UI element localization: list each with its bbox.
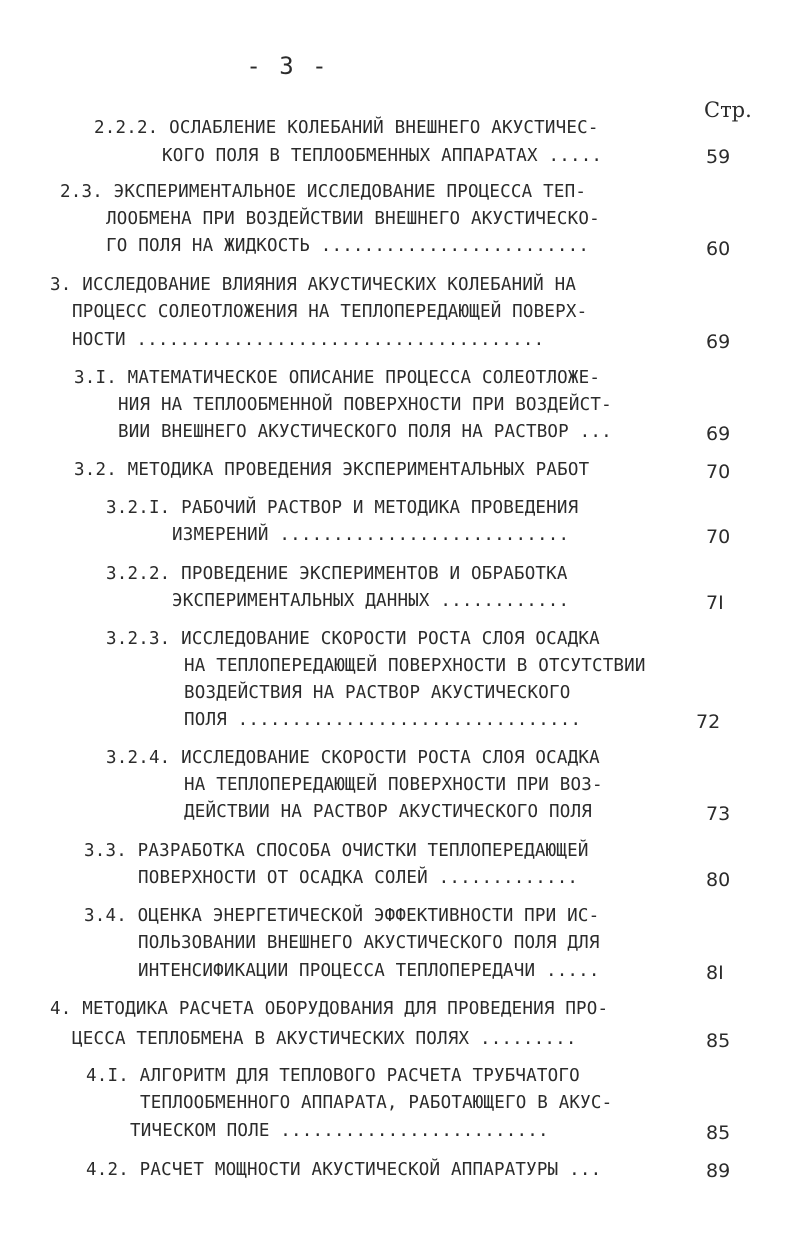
toc-line: 2.3. ЭКСПЕРИМЕНТАЛЬНОЕ ИССЛЕДОВАНИЕ ПРОЦЕССА ТЕП- [60,182,587,202]
toc-page: 8I [706,962,724,984]
toc-line: 3.4. ОЦЕНКА ЭНЕРГЕТИЧЕСКОЙ ЭФФЕКТИВНОСТИ ПРИ ИС- [84,906,600,926]
toc-page: 80 [706,869,731,891]
toc-page: 69 [706,423,731,445]
toc-line: ГО ПОЛЯ НА ЖИДКОСТЬ ......................... [106,236,590,256]
toc-page: 72 [696,711,721,733]
toc-page: 70 [706,526,731,548]
toc-line: ПОЛЬЗОВАНИИ ВНЕШНЕГО АКУСТИЧЕСКОГО ПОЛЯ ДЛЯ [138,933,600,953]
toc-page: 59 [706,146,731,168]
toc-line: ЭКСПЕРИМЕНТАЛЬНЫХ ДАННЫХ ............ [172,591,570,611]
toc-line: 4.I. АЛГОРИТМ ДЛЯ ТЕПЛОВОГО РАСЧЕТА ТРУБЧАТОГО [86,1066,580,1086]
toc-line: ВОЗДЕЙСТВИЯ НА РАСТВОР АКУСТИЧЕСКОГО [184,683,571,703]
toc-page: 85 [706,1030,731,1052]
toc-line: 3.2.I. РАБОЧИЙ РАСТВОР И МЕТОДИКА ПРОВЕДЕНИЯ [106,498,579,518]
toc-page: 85 [706,1122,731,1144]
toc-line: 3.2. МЕТОДИКА ПРОВЕДЕНИЯ ЭКСПЕРИМЕНТАЛЬНЫХ РАБОТ [74,460,590,480]
toc-page: 60 [706,238,731,260]
toc-line: 2.2.2. ОСЛАБЛЕНИЕ КОЛЕБАНИЙ ВНЕШНЕГО АКУСТИЧЕС- [94,118,599,138]
toc-line: 3.2.2. ПРОВЕДЕНИЕ ЭКСПЕРИМЕНТОВ И ОБРАБОТКА [106,564,568,584]
toc-line: ИЗМЕРЕНИЙ ........................... [172,525,570,545]
toc-line: ЛООБМЕНА ПРИ ВОЗДЕЙСТВИИ ВНЕШНЕГО АКУСТИЧЕСКО- [106,209,600,229]
toc-page: 69 [706,331,731,353]
toc-line: ТЕПЛООБМЕННОГО АППАРАТА, РАБОТАЮЩЕГО В АКУС- [140,1093,613,1113]
toc-line: НОСТИ ...................................... [72,330,545,350]
toc-line: ИНТЕНСИФИКАЦИИ ПРОЦЕССА ТЕПЛОПЕРЕДАЧИ ..... [138,961,600,981]
toc-line: НА ТЕПЛОПЕРЕДАЮЩЕЙ ПОВЕРХНОСТИ В ОТСУТСТВИИ [184,656,646,676]
toc-line: ВИИ ВНЕШНЕГО АКУСТИЧЕСКОГО ПОЛЯ НА РАСТВОР ... [118,422,612,442]
toc-line: 3.3. РАЗРАБОТКА СПОСОБА ОЧИСТКИ ТЕПЛОПЕРЕДАЮЩЕЙ [84,841,589,861]
toc-line: ПОВЕРХНОСТИ ОТ ОСАДКА СОЛЕЙ ............. [138,868,579,888]
toc-line: КОГО ПОЛЯ В ТЕПЛООБМЕННЫХ АППАРАТАХ ..... [162,146,603,166]
toc-page: 73 [706,803,731,825]
toc-page: 7I [706,592,724,614]
toc-line: 3.2.4. ИССЛЕДОВАНИЕ СКОРОСТИ РОСТА СЛОЯ ОСАДКА [106,748,600,768]
toc-line: 3.2.3. ИССЛЕДОВАНИЕ СКОРОСТИ РОСТА СЛОЯ ОСАДКА [106,629,600,649]
toc-line: ТИЧЕСКОМ ПОЛЕ ......................... [130,1121,549,1141]
toc-page: 89 [706,1160,731,1182]
toc-page: 70 [706,461,731,483]
toc-line: 4. МЕТОДИКА РАСЧЕТА ОБОРУДОВАНИЯ ДЛЯ ПРОВЕДЕНИЯ ПРО- [50,999,609,1019]
toc-line: 3. ИССЛЕДОВАНИЕ ВЛИЯНИЯ АКУСТИЧЕСКИХ КОЛЕБАНИЙ НА [50,275,577,295]
page-column-header: Стр. [704,98,752,122]
toc-line: 4.2. РАСЧЕТ МОЩНОСТИ АКУСТИЧЕСКОЙ АППАРАТУРЫ ... [86,1160,602,1180]
toc-line: НИЯ НА ТЕПЛООБМЕННОЙ ПОВЕРХНОСТИ ПРИ ВОЗДЕЙСТ- [118,395,612,415]
toc-line: ПОЛЯ ................................ [184,710,582,730]
toc-line: НА ТЕПЛОПЕРЕДАЮЩЕЙ ПОВЕРХНОСТИ ПРИ ВОЗ- [184,775,603,795]
toc-line: ДЕЙСТВИИ НА РАСТВОР АКУСТИЧЕСКОГО ПОЛЯ [184,802,592,822]
toc-line: ЦЕССА ТЕПЛОБМЕНА В АКУСТИЧЕСКИХ ПОЛЯХ ......... [72,1029,577,1049]
page-number: - 3 - [246,52,329,80]
toc-line: 3.I. МАТЕМАТИЧЕСКОЕ ОПИСАНИЕ ПРОЦЕССА СОЛЕОТЛОЖЕ- [74,368,601,388]
toc-line: ПРОЦЕСС СОЛЕОТЛОЖЕНИЯ НА ТЕПЛОПЕРЕДАЮЩЕЙ ПОВЕРХ- [72,302,588,322]
